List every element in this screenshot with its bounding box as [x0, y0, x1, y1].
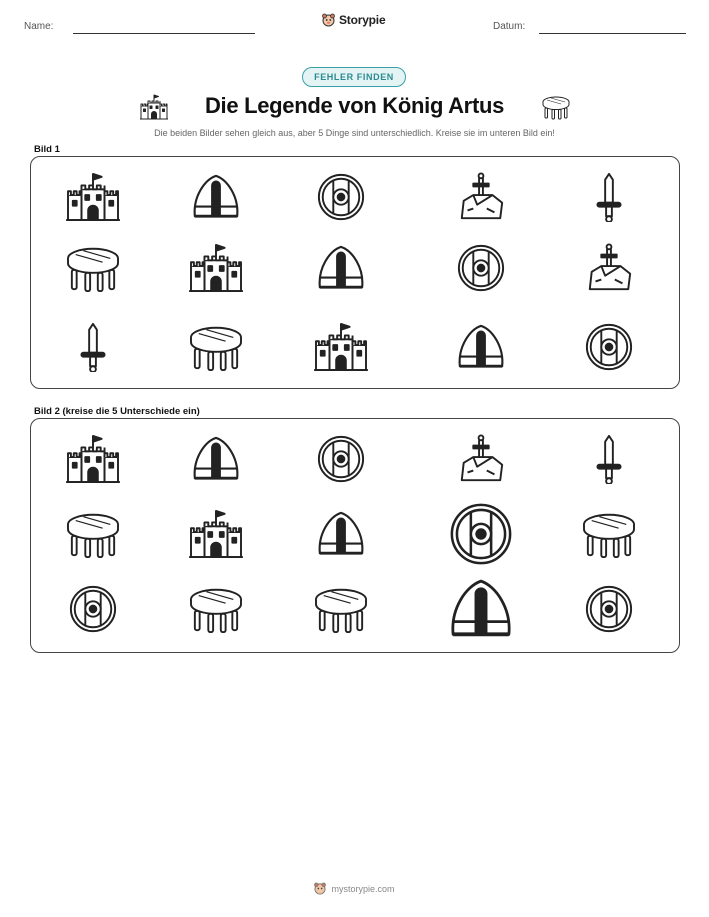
helmet-icon [312, 509, 370, 559]
storypie-mascot-icon [322, 13, 335, 27]
bild1-cell-sword-in-stone [580, 243, 638, 293]
helmet-icon [312, 243, 370, 293]
bild1-cell-helmet [312, 243, 370, 293]
castle-icon [64, 434, 122, 484]
bild2-cell-table[interactable] [312, 584, 370, 634]
shield-icon [452, 243, 510, 293]
name-label: Name: [24, 21, 54, 32]
bild2-cell-shield[interactable] [443, 500, 519, 568]
bild2-cell-castle[interactable] [187, 509, 245, 559]
bild2-label: Bild 2 (kreise die 5 Unterschiede ein) [34, 406, 200, 417]
sword-icon [64, 322, 122, 372]
shield-icon [580, 584, 638, 634]
name-field[interactable] [73, 33, 255, 34]
helmet-icon [443, 575, 519, 643]
bild1-cell-sword-in-stone [452, 172, 510, 222]
bild2-cell-table[interactable] [187, 584, 245, 634]
castle-icon [64, 172, 122, 222]
sword-in-stone-icon [580, 243, 638, 293]
shield-icon [312, 434, 370, 484]
storypie-mascot-icon [314, 882, 326, 895]
bild1-cell-table [64, 243, 122, 293]
round-table-icon [541, 94, 571, 120]
bild1-cell-shield [452, 243, 510, 293]
bild1-cell-helmet [452, 322, 510, 372]
bild2-cell-sword-in-stone[interactable] [452, 434, 510, 484]
activity-badge: FEHLER FINDEN [302, 67, 406, 87]
date-label: Datum: [493, 21, 526, 32]
sword-icon [580, 434, 638, 484]
helmet-icon [452, 322, 510, 372]
helmet-icon [187, 172, 245, 222]
table-icon [580, 509, 638, 559]
table-icon [64, 243, 122, 293]
bild2-cell-helmet[interactable] [312, 509, 370, 559]
castle-icon [187, 243, 245, 293]
bild2-cell-table[interactable] [580, 509, 638, 559]
sword-icon [580, 172, 638, 222]
brand-name: Storypie [339, 13, 386, 27]
bild2-panel [30, 418, 680, 653]
bild1-cell-castle [187, 243, 245, 293]
bild2-cell-helmet[interactable] [443, 575, 519, 643]
table-icon [187, 322, 245, 372]
bild1-cell-castle [312, 322, 370, 372]
table-icon [312, 584, 370, 634]
bild2-cell-sword[interactable] [580, 434, 638, 484]
bild1-cell-sword [64, 322, 122, 372]
bild2-cell-shield[interactable] [580, 584, 638, 634]
castle-icon [187, 509, 245, 559]
brand-logo [322, 13, 385, 27]
date-field[interactable] [539, 33, 686, 34]
bild1-cell-sword [580, 172, 638, 222]
shield-icon [312, 172, 370, 222]
page-title: Die Legende von König Artus [204, 93, 505, 118]
bild2-cell-castle[interactable] [64, 434, 122, 484]
castle-icon [312, 322, 370, 372]
bild2-cell-table[interactable] [64, 509, 122, 559]
bild2-cell-shield[interactable] [64, 584, 122, 634]
bild2-cell-shield[interactable] [312, 434, 370, 484]
bild1-cell-table [187, 322, 245, 372]
sword-in-stone-icon [452, 434, 510, 484]
instructions: Die beiden Bilder sehen gleich aus, aber 5 Dinge sind unterschiedlich. Kreise sie im unteren Bild ein! [154, 128, 555, 138]
bild1-cell-shield [312, 172, 370, 222]
helmet-icon [187, 434, 245, 484]
bild1-cell-castle [64, 172, 122, 222]
table-icon [64, 509, 122, 559]
bild1-panel [30, 156, 680, 389]
table-icon [187, 584, 245, 634]
sword-in-stone-icon [452, 172, 510, 222]
bild2-cell-helmet[interactable] [187, 434, 245, 484]
shield-icon [64, 584, 122, 634]
bild1-cell-shield [580, 322, 638, 372]
shield-icon [580, 322, 638, 372]
bild1-label: Bild 1 [34, 144, 60, 155]
footer-url[interactable]: mystorypie.com [331, 883, 395, 894]
shield-icon [443, 500, 519, 568]
bild1-cell-helmet [187, 172, 245, 222]
footer [0, 882, 709, 895]
